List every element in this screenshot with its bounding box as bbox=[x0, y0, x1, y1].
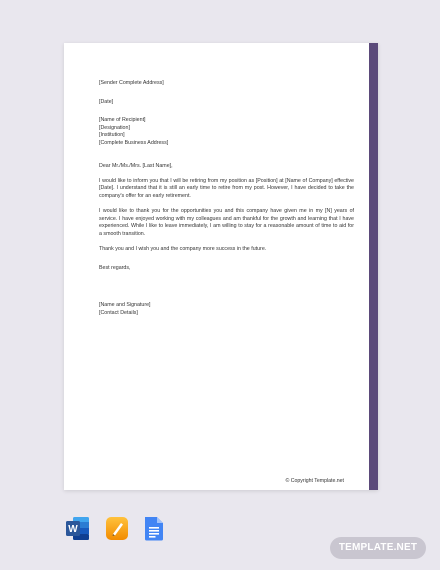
word-icon[interactable] bbox=[66, 516, 88, 541]
contact-details: [Contact Details] bbox=[99, 309, 138, 316]
template-net-badge[interactable]: TEMPLATE.NET bbox=[330, 537, 426, 559]
recipient-block bbox=[99, 117, 354, 147]
recipient-institution: [Institution] bbox=[99, 132, 125, 139]
paragraph-1: I would like to inform you that I will be retiring from my position as [Position] at [Name of Company] effective [Date]. I understand that it is still an early time to retire from my post. However, I have decided to take the company's offer for an early retirement. bbox=[99, 177, 354, 199]
word-letter: W bbox=[68, 524, 78, 536]
salutation: Dear Mr./Ms./Mrs. [Last Name], bbox=[99, 162, 173, 169]
accent-bar bbox=[369, 43, 378, 490]
signature-name: [Name and Signature] bbox=[99, 302, 151, 309]
google-docs-icon[interactable] bbox=[144, 516, 166, 541]
pages-icon[interactable] bbox=[105, 516, 127, 541]
paragraph-2: I would like to thank you for the opportunities you and this company have given me in my [N] years of service. I have enjoyed working with my colleagues and am thankful for the growth and learning that I have experienced. While I like to leave immediately, I am willing to stay for a reasonable amount of time to aid for a smooth transition. bbox=[99, 208, 354, 237]
letter-date: [Date] bbox=[99, 98, 114, 105]
letter-body bbox=[99, 80, 354, 317]
recipient-name: [Name of Recipient] bbox=[99, 117, 146, 124]
recipient-address: [Complete Business Address] bbox=[99, 139, 169, 146]
recipient-designation: [Designation] bbox=[99, 124, 130, 131]
closing: Best regards, bbox=[99, 264, 131, 271]
sender-address: [Sender Complete Address] bbox=[99, 80, 164, 86]
copyright-text: © Copyright Template.net bbox=[285, 478, 344, 484]
app-icons bbox=[66, 516, 166, 541]
paragraph-3: Thank you and I wish you and the company more success in the future. bbox=[99, 246, 267, 253]
letter-page bbox=[64, 43, 369, 490]
signature-block bbox=[99, 302, 354, 317]
